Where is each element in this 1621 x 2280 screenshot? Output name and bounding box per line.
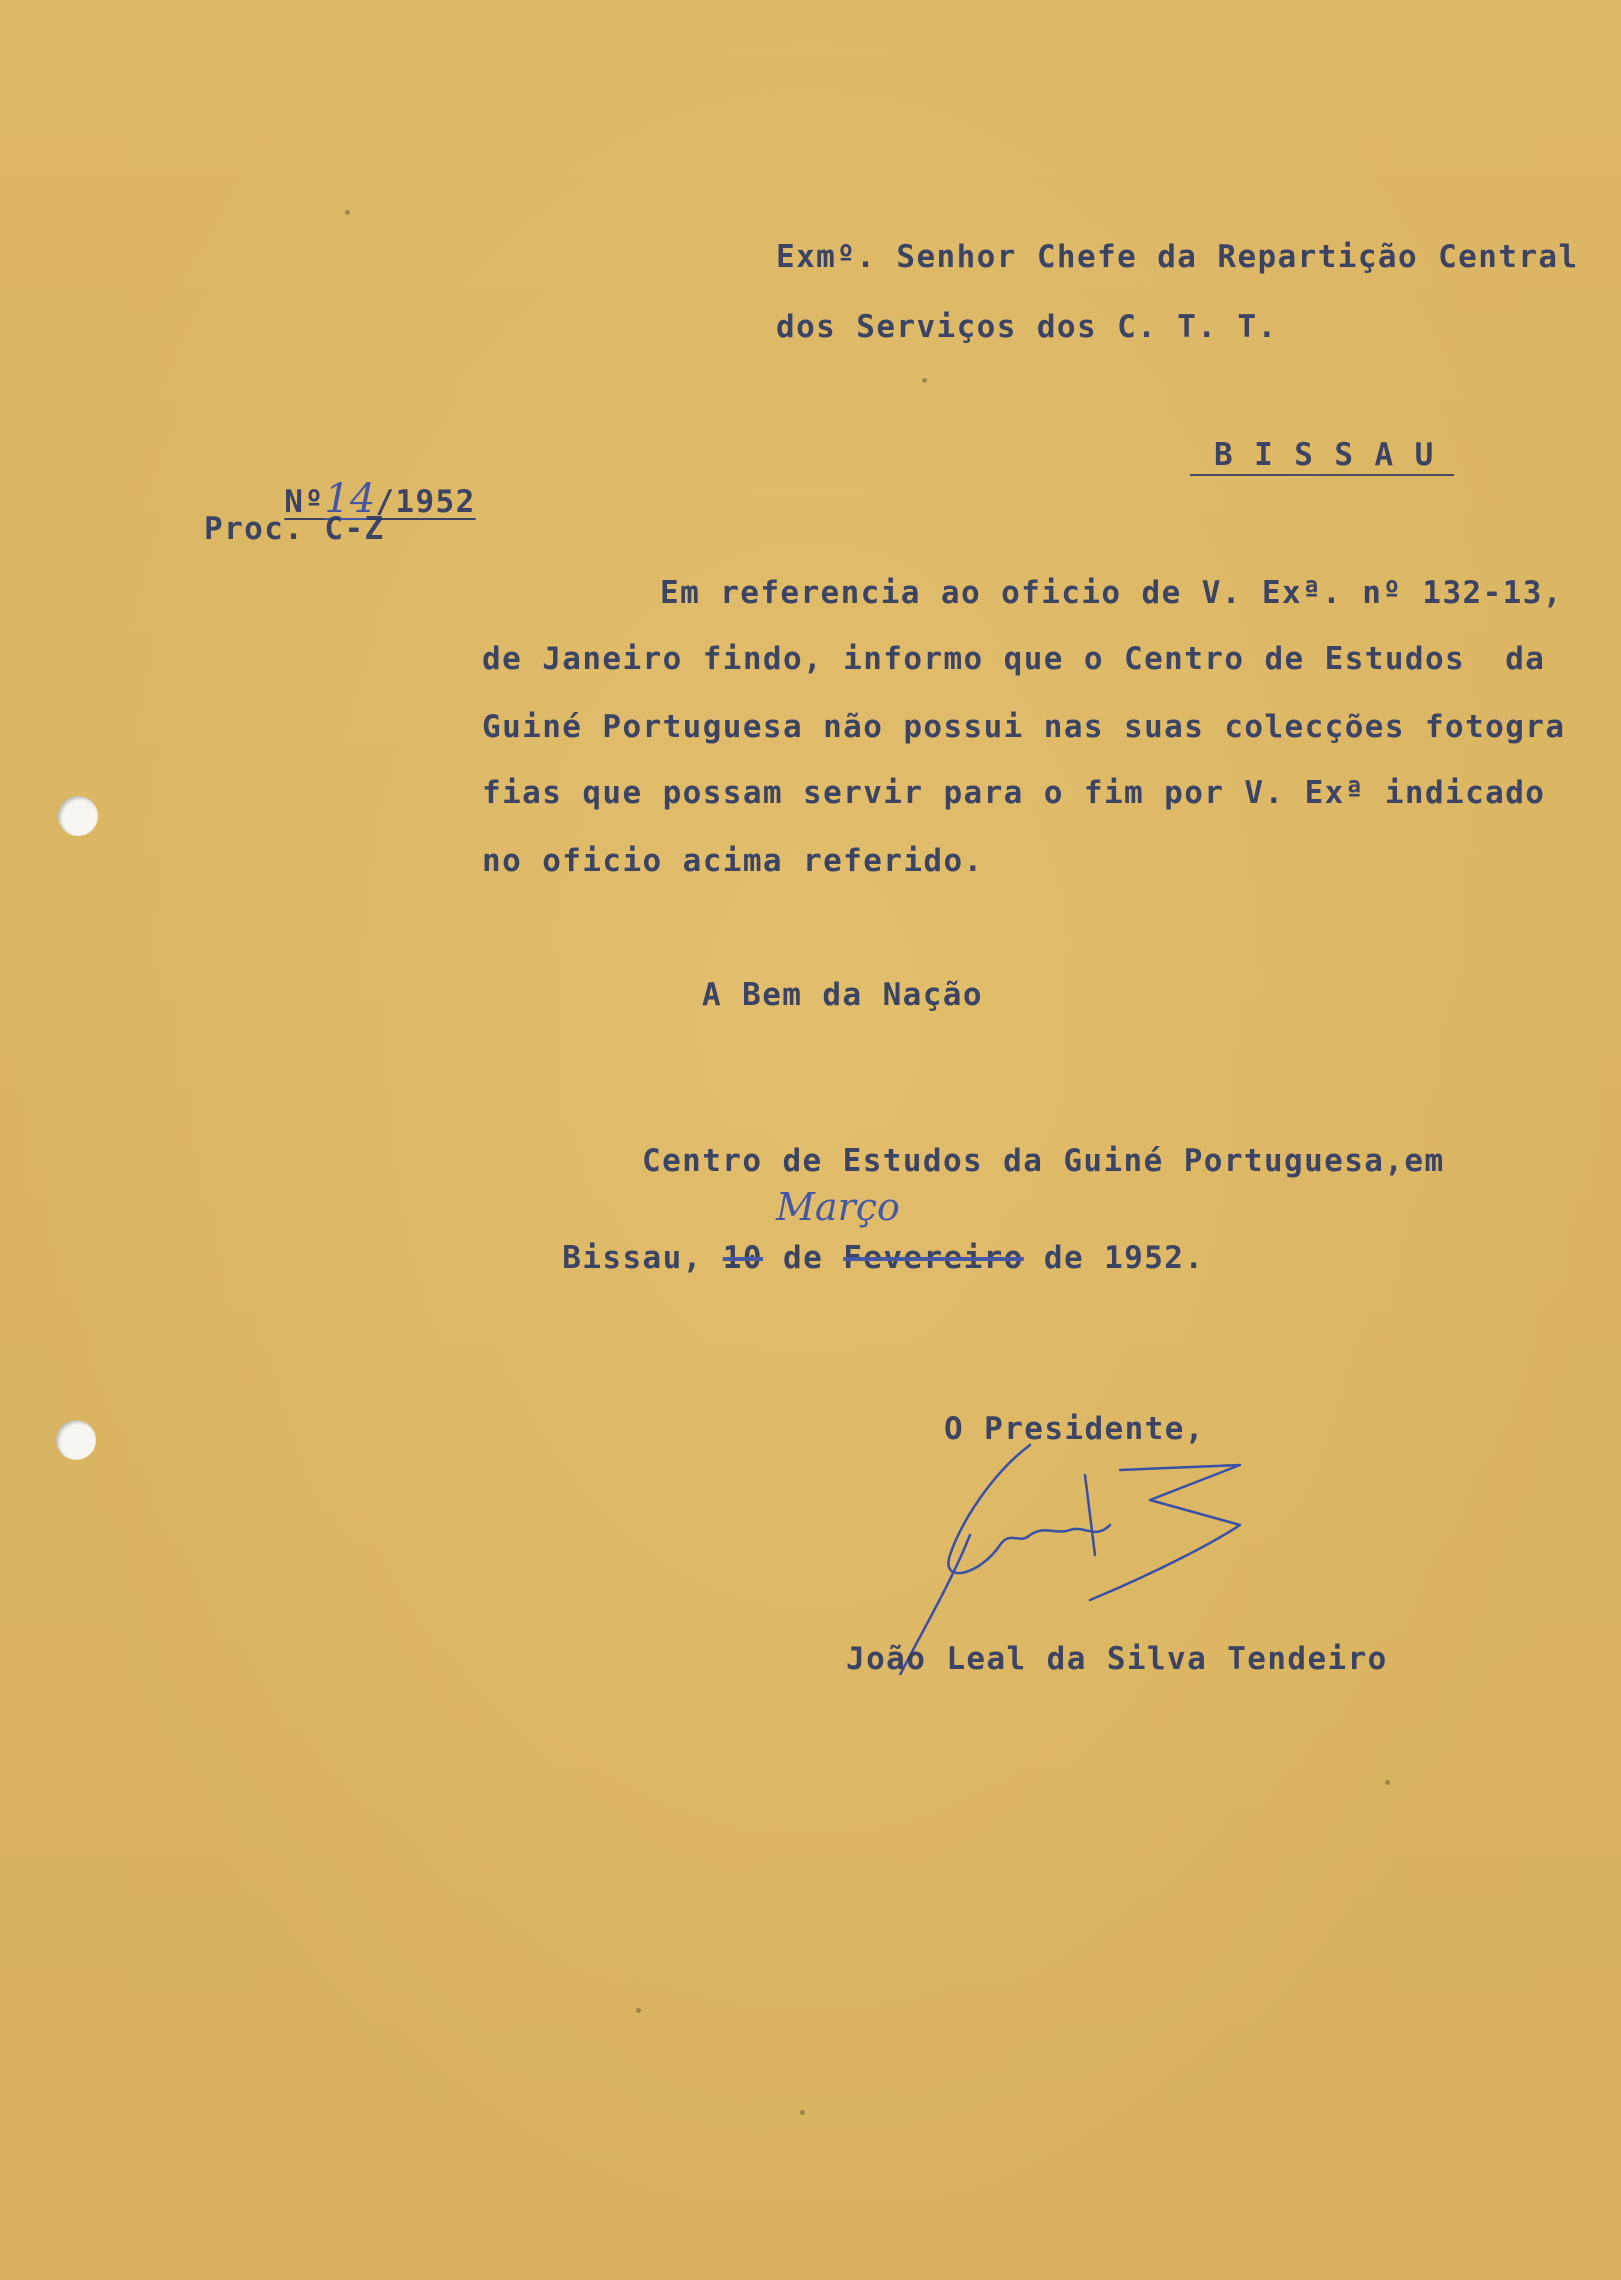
reference-number-prefix: Nº bbox=[284, 484, 325, 520]
punch-hole-top bbox=[58, 796, 98, 836]
punch-hole-bottom bbox=[56, 1420, 96, 1460]
date-month-struck: Fevereiro bbox=[843, 1240, 1024, 1276]
paper-speck bbox=[345, 210, 350, 215]
body-line-4: fias que possam servir para o fim por V. Exª indicado bbox=[482, 775, 1546, 811]
recipient-line-1: Exmº. Senhor Chefe da Repartição Central bbox=[776, 239, 1579, 275]
body-line-2: de Janeiro findo, informo que o Centro de Estudos da bbox=[482, 641, 1546, 677]
date-month-handwritten: Março bbox=[776, 1185, 900, 1229]
date-de: de bbox=[783, 1240, 824, 1276]
signature-title: O Presidente, bbox=[944, 1411, 1205, 1447]
reference-number-handwritten: 14 bbox=[324, 476, 376, 522]
recipient-city-underline bbox=[1190, 474, 1454, 476]
paper-speck bbox=[800, 2110, 805, 2115]
date-suffix: de 1952. bbox=[1043, 1240, 1205, 1276]
paper-speck bbox=[636, 2008, 641, 2013]
closing-place-line: Centro de Estudos da Guiné Portuguesa,em bbox=[642, 1143, 1445, 1179]
body-line-5: no oficio acima referido. bbox=[482, 843, 984, 879]
paper-speck bbox=[922, 378, 927, 383]
process-reference: Proc. C-Z bbox=[204, 511, 385, 547]
body-line-3: Guiné Portuguesa não possui nas suas colecções fotogra bbox=[482, 709, 1566, 745]
body-line-1: Em referencia ao oficio de V. Exª. nº 132-13, bbox=[660, 575, 1563, 611]
date-day-struck: 10 bbox=[722, 1240, 763, 1276]
handwritten-signature bbox=[880, 1411, 1260, 1675]
date-prefix: Bissau, bbox=[562, 1240, 703, 1276]
recipient-city: B I S S A U bbox=[1214, 437, 1435, 473]
paper-speck bbox=[1385, 1780, 1390, 1785]
signature-name: João Leal da Silva Tendeiro bbox=[846, 1641, 1388, 1677]
closing-salutation: A Bem da Nação bbox=[702, 977, 983, 1013]
reference-number-suffix: /1952 bbox=[375, 484, 476, 520]
recipient-line-2: dos Serviços dos C. T. T. bbox=[776, 309, 1278, 345]
